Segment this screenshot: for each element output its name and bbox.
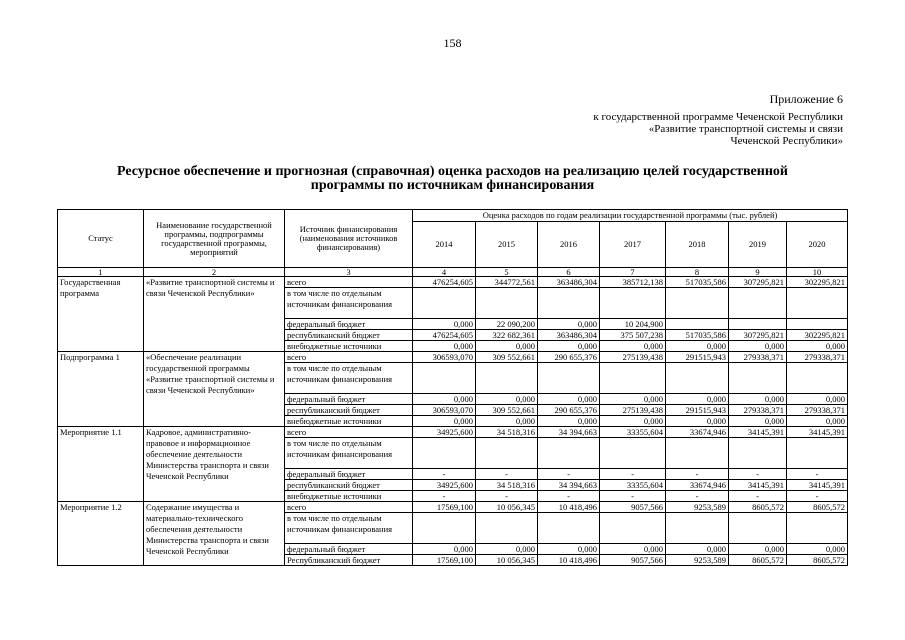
table-row xyxy=(58,427,848,438)
value-cell: 363486,304 xyxy=(538,277,600,288)
value-cell: 0,000 xyxy=(476,341,538,352)
appendix-line-1: к государственной программе Чеченской Республики xyxy=(593,111,843,123)
value-cell xyxy=(787,288,848,319)
index-cell: 4 xyxy=(413,268,476,277)
value-cell: 34 394,663 xyxy=(538,427,600,438)
value-cell: 517035,586 xyxy=(666,277,729,288)
value-cell: 33355,604 xyxy=(600,480,666,491)
value-cell: 517035,586 xyxy=(666,330,729,341)
value-cell: - xyxy=(729,491,787,502)
header-name: Наименование государственной программы, подпрограммы государственной программы, мероприятий xyxy=(144,210,285,268)
source-cell: всего xyxy=(285,352,413,363)
value-cell: 279338,371 xyxy=(787,352,848,363)
value-cell: 476254,605 xyxy=(413,277,476,288)
value-cell: 9253,589 xyxy=(666,502,729,513)
value-cell: 9253,589 xyxy=(666,555,729,566)
value-cell: 0,000 xyxy=(538,319,600,330)
value-cell: 0,000 xyxy=(729,544,787,555)
header-source: Источник финансирования (наименования источников финансирования) xyxy=(285,210,413,268)
status-cell: Подпрограмма 1 xyxy=(58,352,144,427)
index-cell: 3 xyxy=(285,268,413,277)
value-cell: 0,000 xyxy=(666,416,729,427)
value-cell: 291515,943 xyxy=(666,405,729,416)
value-cell: 10 204,900 xyxy=(600,319,666,330)
value-cell: 0,000 xyxy=(729,341,787,352)
value-cell: 0,000 xyxy=(538,341,600,352)
value-cell: 375 507,238 xyxy=(600,330,666,341)
value-cell: 17569,100 xyxy=(413,502,476,513)
value-cell xyxy=(600,288,666,319)
source-cell: федеральный бюджет xyxy=(285,319,413,330)
source-cell: в том числе по отдельным источникам финансирования xyxy=(285,288,413,319)
value-cell: - xyxy=(600,491,666,502)
value-cell: 0,000 xyxy=(729,416,787,427)
header-status: Статус xyxy=(58,210,144,268)
value-cell: 8605,572 xyxy=(729,555,787,566)
value-cell: 279338,371 xyxy=(729,352,787,363)
value-cell xyxy=(413,288,476,319)
value-cell: 0,000 xyxy=(666,544,729,555)
value-cell: - xyxy=(787,469,848,480)
value-cell xyxy=(538,513,600,544)
value-cell xyxy=(476,513,538,544)
value-cell: 9057,566 xyxy=(600,502,666,513)
value-cell xyxy=(476,438,538,469)
value-cell: - xyxy=(538,491,600,502)
value-cell xyxy=(600,438,666,469)
program-name-cell: Кадровое, административно-правовое и информационное обеспечение деятельности Министерства транспорта и связи Чеченской Республики xyxy=(144,427,285,502)
header-year: 2015 xyxy=(476,222,538,268)
index-cell: 5 xyxy=(476,268,538,277)
value-cell xyxy=(413,363,476,394)
value-cell: 306593,070 xyxy=(413,405,476,416)
resource-table xyxy=(57,209,848,566)
value-cell: 0,000 xyxy=(729,394,787,405)
value-cell: 307295,821 xyxy=(729,277,787,288)
appendix-line-3: Чеченской Республики» xyxy=(730,135,843,147)
source-cell: республиканский бюджет xyxy=(285,480,413,491)
value-cell: 0,000 xyxy=(413,394,476,405)
value-cell: 363486,304 xyxy=(538,330,600,341)
value-cell xyxy=(666,288,729,319)
value-cell xyxy=(538,363,600,394)
value-cell: 290 655,376 xyxy=(538,405,600,416)
value-cell xyxy=(666,438,729,469)
index-cell: 6 xyxy=(538,268,600,277)
value-cell: 275139,438 xyxy=(600,352,666,363)
index-cell: 7 xyxy=(600,268,666,277)
source-cell: федеральный бюджет xyxy=(285,544,413,555)
value-cell: 279338,371 xyxy=(729,405,787,416)
value-cell: 34145,391 xyxy=(787,480,848,491)
value-cell xyxy=(666,319,729,330)
source-cell: федеральный бюджет xyxy=(285,394,413,405)
value-cell: 306593,070 xyxy=(413,352,476,363)
value-cell: 10 056,345 xyxy=(476,555,538,566)
source-cell: в том числе по отдельным источникам финансирования xyxy=(285,513,413,544)
value-cell: 279338,371 xyxy=(787,405,848,416)
value-cell: 344772,561 xyxy=(476,277,538,288)
value-cell: 309 552,661 xyxy=(476,405,538,416)
value-cell: 8605,572 xyxy=(787,555,848,566)
index-cell: 10 xyxy=(787,268,848,277)
value-cell: 0,000 xyxy=(538,544,600,555)
value-cell: 34145,391 xyxy=(729,427,787,438)
value-cell: 22 090,200 xyxy=(476,319,538,330)
value-cell: 34145,391 xyxy=(787,427,848,438)
index-cell: 1 xyxy=(58,268,144,277)
value-cell: 34925,600 xyxy=(413,480,476,491)
value-cell: 0,000 xyxy=(666,341,729,352)
page-number: 158 xyxy=(443,36,462,50)
value-cell: 275139,438 xyxy=(600,405,666,416)
source-cell: Республиканский бюджет xyxy=(285,555,413,566)
value-cell: 0,000 xyxy=(600,394,666,405)
value-cell: 302295,821 xyxy=(787,277,848,288)
header-year: 2020 xyxy=(787,222,848,268)
status-cell: Мероприятие 1.1 xyxy=(58,427,144,502)
index-cell: 9 xyxy=(729,268,787,277)
value-cell: 34145,391 xyxy=(729,480,787,491)
status-cell: Мероприятие 1.2 xyxy=(58,502,144,566)
value-cell: 10 418,496 xyxy=(538,502,600,513)
value-cell xyxy=(787,319,848,330)
header-year: 2018 xyxy=(666,222,729,268)
appendix-line-2: «Развитие транспортной системы и связи xyxy=(648,123,843,135)
program-name-cell: «Развитие транспортной системы и связи Чеченской Республики» xyxy=(144,277,285,352)
value-cell xyxy=(729,363,787,394)
index-row xyxy=(58,268,848,277)
value-cell: 0,000 xyxy=(600,544,666,555)
value-cell: 34925,600 xyxy=(413,427,476,438)
value-cell: 34 518,316 xyxy=(476,480,538,491)
value-cell: 309 552,661 xyxy=(476,352,538,363)
source-cell: в том числе по отдельным источникам финансирования xyxy=(285,438,413,469)
value-cell: - xyxy=(538,469,600,480)
value-cell: 0,000 xyxy=(538,394,600,405)
value-cell xyxy=(729,319,787,330)
value-cell xyxy=(729,513,787,544)
value-cell: 302295,821 xyxy=(787,330,848,341)
source-cell: внебюджетные источники xyxy=(285,491,413,502)
value-cell: - xyxy=(476,491,538,502)
value-cell: 0,000 xyxy=(787,544,848,555)
source-cell: федеральный бюджет xyxy=(285,469,413,480)
value-cell: 34 394,663 xyxy=(538,480,600,491)
program-name-cell: «Обеспечение реализации государственной программы «Развитие транспортной системы и связи Чеченской Республики» xyxy=(144,352,285,427)
value-cell: 0,000 xyxy=(787,394,848,405)
value-cell xyxy=(600,513,666,544)
value-cell: 0,000 xyxy=(666,394,729,405)
value-cell xyxy=(787,363,848,394)
value-cell xyxy=(600,363,666,394)
value-cell: 17569,100 xyxy=(413,555,476,566)
source-cell: внебюджетные источники xyxy=(285,416,413,427)
value-cell xyxy=(729,288,787,319)
value-cell: 0,000 xyxy=(787,416,848,427)
header-year: 2017 xyxy=(600,222,666,268)
header-year: 2014 xyxy=(413,222,476,268)
value-cell: 307295,821 xyxy=(729,330,787,341)
value-cell xyxy=(476,363,538,394)
value-cell: 9057,566 xyxy=(600,555,666,566)
value-cell: 291515,943 xyxy=(666,352,729,363)
value-cell: 290 655,376 xyxy=(538,352,600,363)
source-cell: всего xyxy=(285,502,413,513)
value-cell xyxy=(538,438,600,469)
appendix-title: Приложение 6 xyxy=(769,92,843,106)
value-cell: - xyxy=(666,491,729,502)
value-cell xyxy=(476,288,538,319)
value-cell: 476254,605 xyxy=(413,330,476,341)
value-cell: 0,000 xyxy=(413,341,476,352)
table-row xyxy=(58,502,848,513)
table-row xyxy=(58,352,848,363)
value-cell: 0,000 xyxy=(538,416,600,427)
header-year: 2016 xyxy=(538,222,600,268)
source-cell: всего xyxy=(285,277,413,288)
value-cell: 8605,572 xyxy=(787,502,848,513)
value-cell: 10 056,345 xyxy=(476,502,538,513)
value-cell: 33674,946 xyxy=(666,480,729,491)
index-cell: 2 xyxy=(144,268,285,277)
value-cell: - xyxy=(413,469,476,480)
value-cell: 0,000 xyxy=(600,416,666,427)
value-cell xyxy=(666,513,729,544)
value-cell: 385712,138 xyxy=(600,277,666,288)
value-cell: 0,000 xyxy=(413,544,476,555)
value-cell: - xyxy=(476,469,538,480)
table-body xyxy=(58,277,848,566)
source-cell: в том числе по отдельным источникам финансирования xyxy=(285,363,413,394)
header-estimate: Оценка расходов по годам реализации государственной программы (тыс. рублей) xyxy=(413,210,848,222)
value-cell: - xyxy=(666,469,729,480)
value-cell xyxy=(413,513,476,544)
value-cell: - xyxy=(787,491,848,502)
value-cell: 0,000 xyxy=(600,341,666,352)
index-cell: 8 xyxy=(666,268,729,277)
value-cell: 0,000 xyxy=(413,319,476,330)
value-cell xyxy=(787,438,848,469)
value-cell xyxy=(729,438,787,469)
value-cell: - xyxy=(413,491,476,502)
table-row xyxy=(58,277,848,288)
value-cell: 34 518,316 xyxy=(476,427,538,438)
appendix-subtitle xyxy=(593,111,843,147)
value-cell: 0,000 xyxy=(476,544,538,555)
document-title-line-1: Ресурсное обеспечение и прогнозная (справочная) оценка расходов на реализацию целей государственной xyxy=(117,164,788,179)
source-cell: республиканский бюджет xyxy=(285,330,413,341)
value-cell: - xyxy=(729,469,787,480)
value-cell xyxy=(666,363,729,394)
program-name-cell: Содержание имущества и материально-технического обеспечения деятельности Министерства транспорта и связи Чеченской Республики xyxy=(144,502,285,566)
value-cell: 0,000 xyxy=(476,394,538,405)
value-cell: 322 682,361 xyxy=(476,330,538,341)
status-cell: Государственная программа xyxy=(58,277,144,352)
value-cell: 0,000 xyxy=(476,416,538,427)
value-cell: - xyxy=(600,469,666,480)
value-cell: 0,000 xyxy=(787,341,848,352)
value-cell: 0,000 xyxy=(413,416,476,427)
source-cell: республиканский бюджет xyxy=(285,405,413,416)
value-cell xyxy=(538,288,600,319)
document-title-line-2: программы по источникам финансирования xyxy=(310,178,595,193)
source-cell: внебюджетные источники xyxy=(285,341,413,352)
value-cell xyxy=(787,513,848,544)
value-cell: 8605,572 xyxy=(729,502,787,513)
header-year: 2019 xyxy=(729,222,787,268)
value-cell: 10 418,496 xyxy=(538,555,600,566)
source-cell: всего xyxy=(285,427,413,438)
value-cell: 33355,604 xyxy=(600,427,666,438)
value-cell: 33674,946 xyxy=(666,427,729,438)
value-cell xyxy=(413,438,476,469)
document-title xyxy=(40,165,865,193)
